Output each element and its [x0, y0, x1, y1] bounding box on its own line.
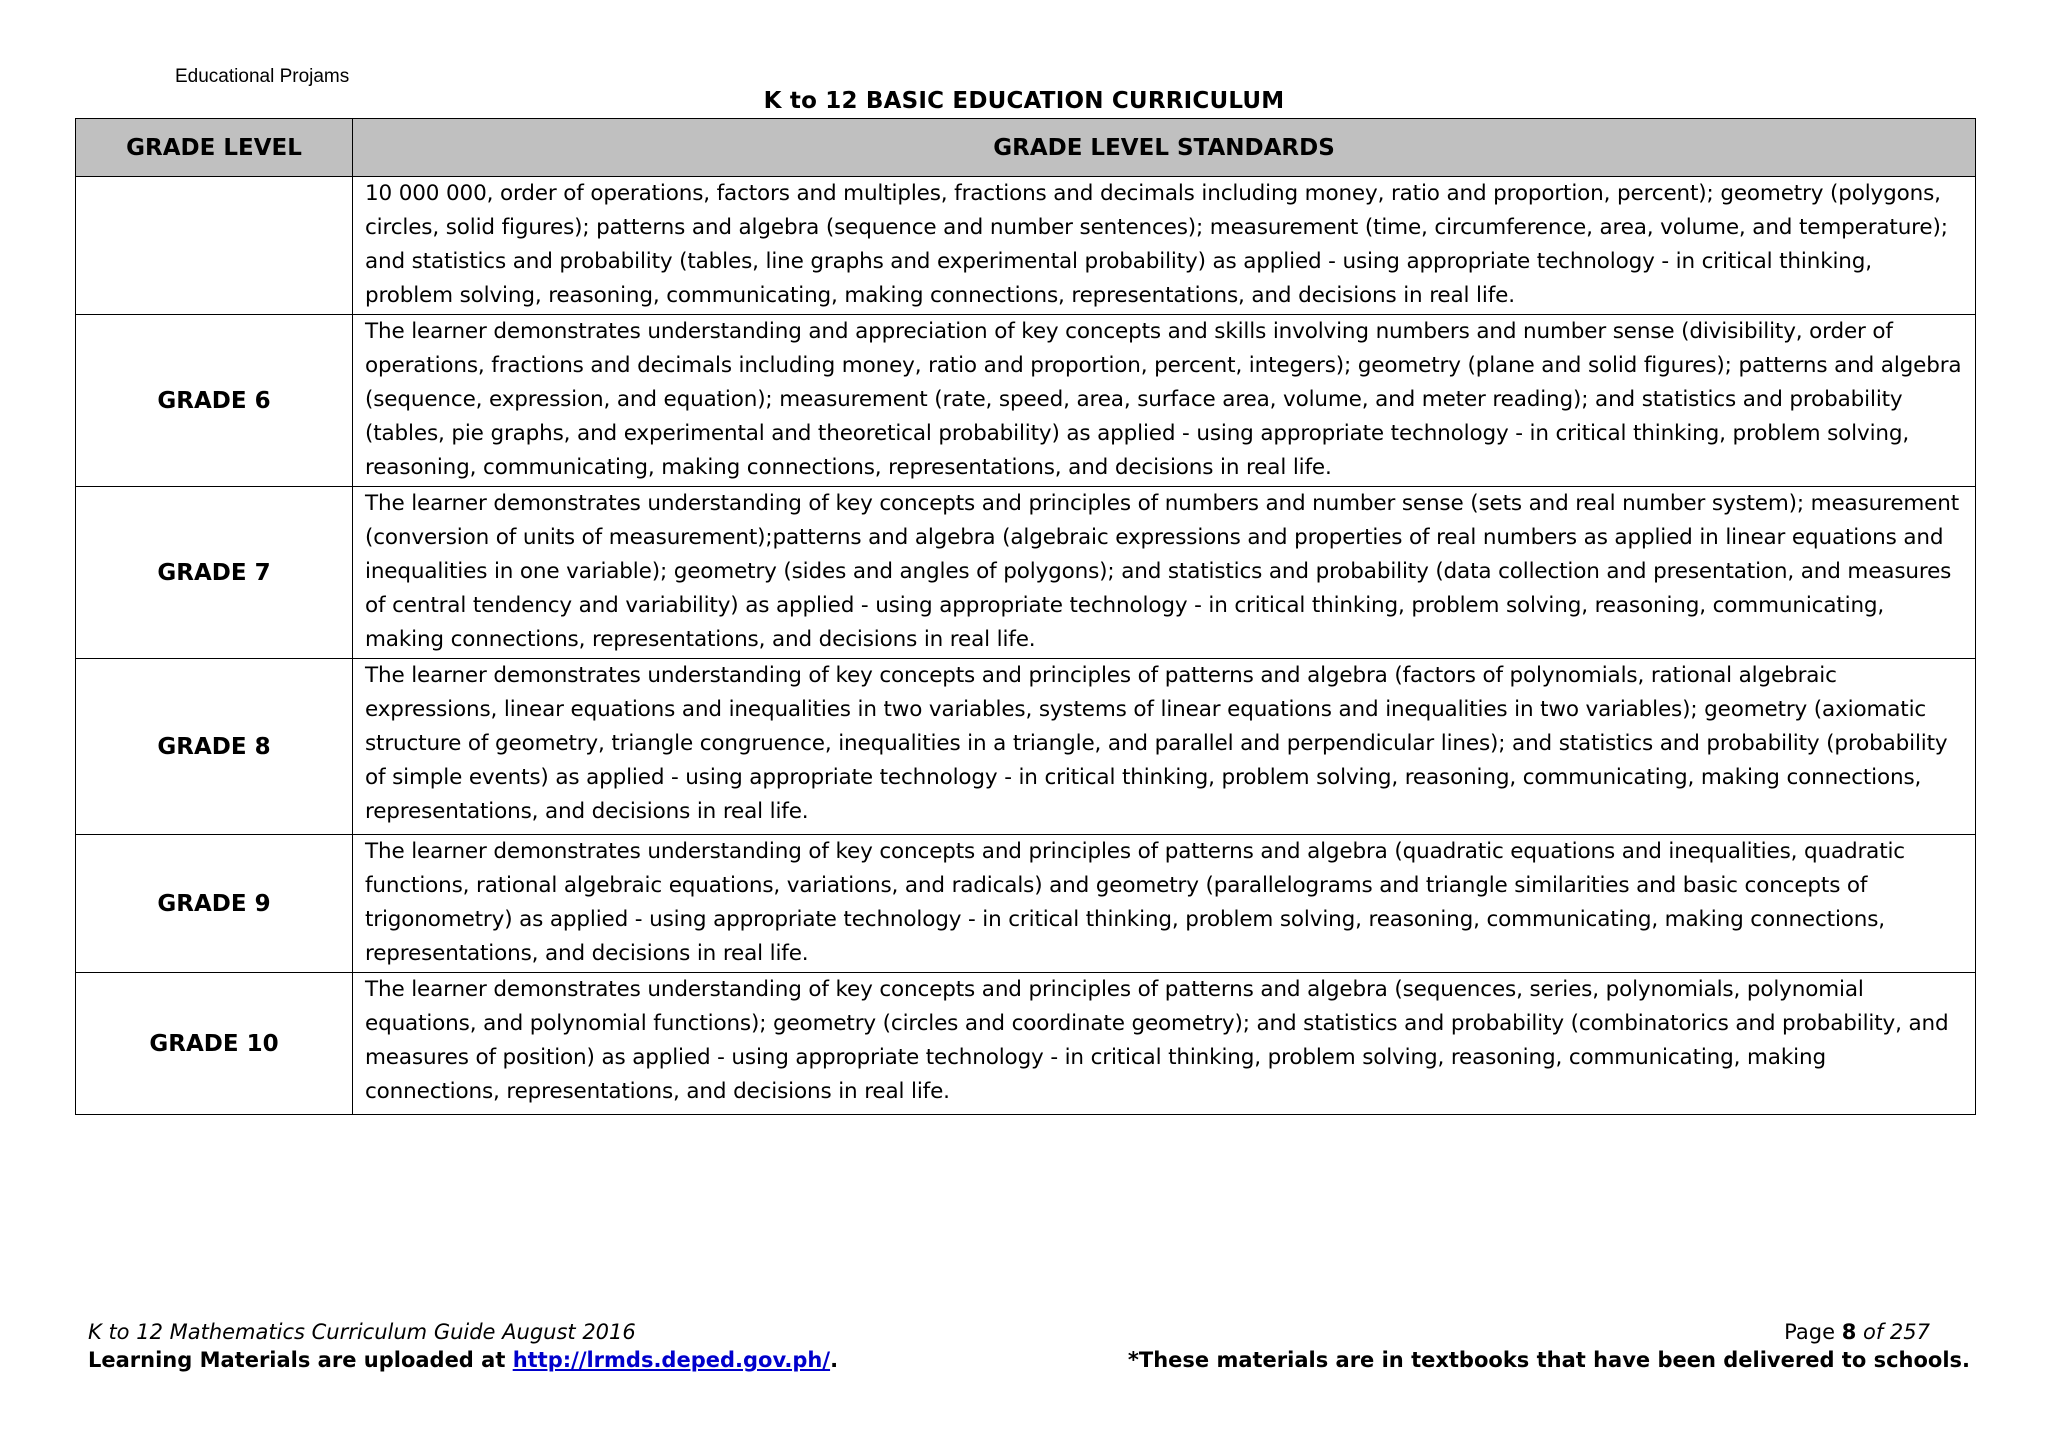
grade-standards-table [75, 118, 1976, 1115]
grade-cell: GRADE 10 [76, 973, 353, 1115]
upload-suffix: . [830, 1348, 839, 1372]
grade-cell: GRADE 8 [76, 659, 353, 835]
page-label: Page [1784, 1320, 1842, 1344]
column-header-grade-level: GRADE LEVEL [76, 119, 353, 177]
standard-cell: 10 000 000, order of operations, factors and multiples, fractions and decimals including money, ratio and proportion, percent); geometry (polygons, circles, solid figures); patterns and algebra (sequence and number sentences); measurement (time, circumference, area, volume, and temperature); and statistics and probability (tables, line graphs and experimental probability) as applied - using appropriate technology - in critical thinking, problem solving, reasoning, communicating, making connections, representations, and decisions in real life. [353, 177, 1976, 315]
table-row [76, 659, 1976, 835]
document-title: K to 12 BASIC EDUCATION CURRICULUM [763, 88, 1285, 114]
upload-prefix: Learning Materials are uploaded at [88, 1348, 513, 1372]
footer-right [1128, 1318, 1970, 1374]
standard-cell: The learner demonstrates understanding of key concepts and principles of numbers and number sense (sets and real number system); measurement (conversion of units of measurement);patterns and algebra (algebraic expressions and properties of real numbers as applied in linear equations and inequalities in one variable); geometry (sides and angles of polygons); and statistics and probability (data collection and presentation, and measures of central tendency and variability) as applied - using appropriate technology - in critical thinking, problem solving, reasoning, communicating, making connections, representations, and decisions in real life. [353, 487, 1976, 659]
textbook-note: *These materials are in textbooks that have been delivered to schools. [1127, 1348, 1970, 1372]
standard-cell: The learner demonstrates understanding of key concepts and principles of patterns and algebra (factors of polynomials, rational algebraic expressions, linear equations and inequalities in two variables, systems of linear equations and inequalities in two variables); geometry (axiomatic structure of geometry, triangle congruence, inequalities in a triangle, and parallel and perpendicular lines); and statistics and probability (probability of simple events) as applied - using appropriate technology - in critical thinking, problem solving, reasoning, communicating, making connections, representations, and decisions in real life. [353, 659, 1976, 835]
grade-cell [76, 177, 353, 315]
table-row [76, 835, 1976, 973]
standard-cell: The learner demonstrates understanding of key concepts and principles of patterns and algebra (quadratic equations and inequalities, quadratic functions, rational algebraic equations, variations, and radicals) and geometry (parallelograms and triangle similarities and basic concepts of trigonometry) as applied - using appropriate technology - in critical thinking, problem solving, reasoning, communicating, making connections, representations, and decisions in real life. [353, 835, 1976, 973]
guide-title: K to 12 Mathematics Curriculum Guide August 2016 [88, 1320, 636, 1344]
page-number: 8 [1841, 1320, 1857, 1344]
watermark-text: Educational Projams [175, 66, 350, 87]
page-total: of 257 [1856, 1320, 1930, 1344]
grade-cell: GRADE 9 [76, 835, 353, 973]
grade-cell: GRADE 6 [76, 315, 353, 487]
table-row [76, 487, 1976, 659]
table-row [76, 315, 1976, 487]
standard-cell: The learner demonstrates understanding and appreciation of key concepts and skills involving numbers and number sense (divisibility, order of operations, fractions and decimals including money, ratio and proportion, percent, integers); geometry (plane and solid figures); patterns and algebra (sequence, expression, and equation); measurement (rate, speed, area, surface area, volume, and meter reading); and statistics and probability (tables, pie graphs, and experimental and theoretical probability) as applied - using appropriate technology - in critical thinking, problem solving, reasoning, communicating, making connections, representations, and decisions in real life. [353, 315, 1976, 487]
column-header-grade-level-standards: GRADE LEVEL STANDARDS [353, 119, 1976, 177]
table-header-row [76, 119, 1976, 177]
table-row [76, 973, 1976, 1115]
page-indicator [1128, 1318, 1930, 1346]
footer-left [88, 1318, 838, 1374]
table-row [76, 177, 1976, 315]
grade-cell: GRADE 7 [76, 487, 353, 659]
standard-cell: The learner demonstrates understanding of key concepts and principles of patterns and algebra (sequences, series, polynomials, polynomial equations, and polynomial functions); geometry (circles and coordinate geometry); and statistics and probability (combinatorics and probability, and measures of position) as applied - using appropriate technology - in critical thinking, problem solving, reasoning, communicating, making connections, representations, and decisions in real life. [353, 973, 1976, 1115]
lrmds-link[interactable]: http://lrmds.deped.gov.ph/ [512, 1348, 831, 1372]
upload-notice [88, 1346, 838, 1374]
